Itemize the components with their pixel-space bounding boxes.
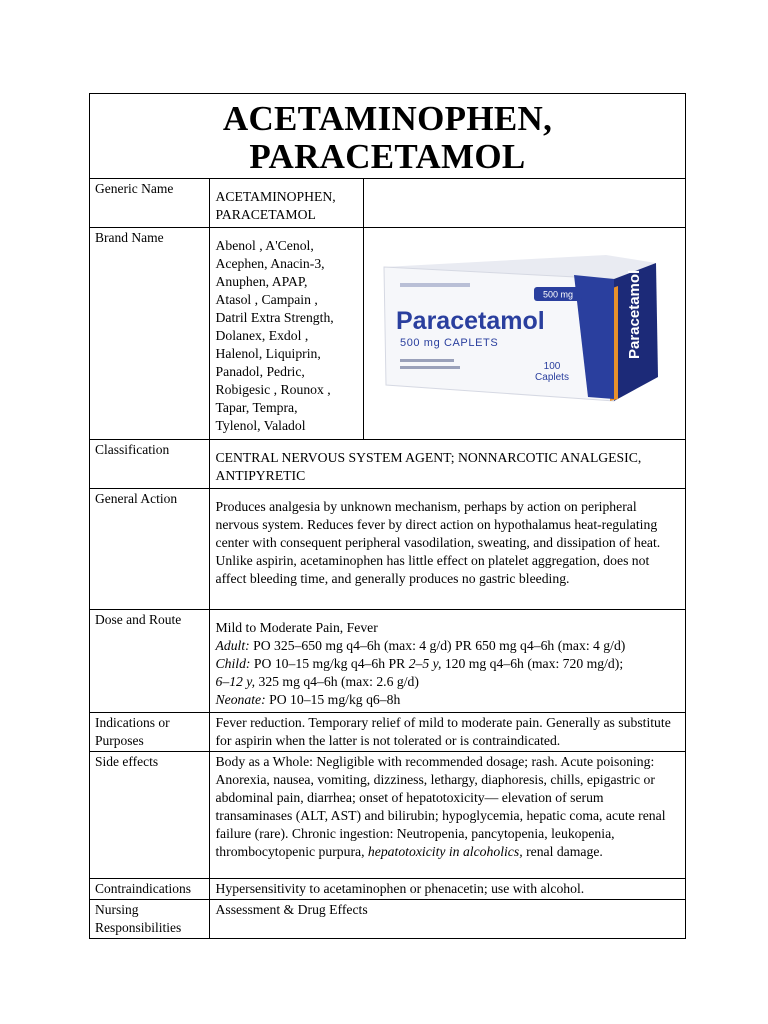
dose-child-text-3: 325 mg q4–6h (max: 2.6 g/d)	[255, 673, 419, 689]
general-action-label: General Action	[90, 488, 209, 609]
dose-neonate-label: Neonate:	[215, 691, 266, 707]
brand-name-item: Panadol, Pedric,	[215, 363, 305, 379]
side-effects-label: Side effects	[90, 751, 209, 878]
dose-child-text: PO 10–15 mg/kg q4–6h PR	[250, 655, 409, 671]
dose-child-label: Child:	[215, 655, 251, 671]
side-effects-italic: hepatotoxicity in alcoholics,	[367, 843, 523, 859]
nursing-label: Nursing Responsibilities	[90, 899, 209, 938]
title-line-2: PARACETAMOL	[249, 137, 526, 176]
row-brand-name	[90, 227, 685, 439]
side-effects-text: Body as a Whole: Negligible with recommended dosage; rash. Acute poisoning: Anorexia, nausea, vomiting, dizziness, lethargy, diaphoresis, chills, epigastric or abdominal pain, diarrhea; onset of hepatotoxicity— elevation of serum transaminases (ALT, AST) and bilirubin; hypoglycemia, hepatic coma, acute renal failure (rare). Chronic ingestion: Neutropenia, pancytopenia, leukopenia, thrombocytopenic purpura,	[215, 753, 666, 859]
brand-name-item: Datril Extra Strength,	[215, 309, 334, 325]
dose-route-label: Dose and Route	[90, 609, 209, 712]
brand-name-item: Anuphen, APAP,	[215, 273, 308, 289]
brand-name-list	[209, 227, 363, 439]
brand-name-item: Atasol , Campain ,	[215, 291, 318, 307]
generic-name-label: Generic Name	[90, 179, 209, 227]
classification-value: CENTRAL NERVOUS SYSTEM AGENT; NONNARCOTIC ANALGESIC, ANTIPYRETIC	[209, 439, 685, 488]
package-side-text: Paracetamol	[626, 269, 644, 359]
dose-child	[216, 655, 680, 673]
side-effects-end: renal damage.	[522, 843, 603, 859]
row-dose-route	[90, 609, 685, 712]
brand-name-item: Dolanex, Exdol ,	[215, 327, 309, 343]
product-image-cell	[363, 227, 685, 439]
dose-route-value	[209, 609, 685, 712]
brand-name-item: Robigesic , Rounox ,	[215, 381, 331, 397]
fine-print-line	[400, 366, 460, 369]
paracetamol-box-illustration	[374, 249, 674, 409]
row-side-effects	[90, 751, 685, 878]
brand-name-item: Acephen, Anacin-3,	[215, 255, 325, 271]
manufacturer-line	[400, 283, 470, 287]
brand-name-item: Abenol , A'Cenol,	[215, 237, 314, 253]
strength-tag-text: 500 mg	[543, 289, 574, 299]
generic-name-value	[209, 179, 363, 227]
dose-heading: Mild to Moderate Pain, Fever	[215, 619, 378, 635]
dose-adult	[216, 637, 680, 655]
contraindications-value: Hypersensitivity to acetaminophen or phenacetin; use with alcohol.	[209, 878, 685, 899]
dose-adult-label: Adult:	[215, 637, 250, 653]
general-action-value: Produces analgesia by unknown mechanism, perhaps by action on peripheral nervous system. Reduces fever by direct action on hypothalamus heat-regulating center with consequent peripheral vasodilation, sweating, and dissipation of heat. Unlike aspirin, acetaminophen has little effect on platelet aggregation, does not affect bleeding time, and generally produces no gastric bleeding.	[209, 488, 685, 609]
drug-info-table	[90, 179, 685, 938]
indications-value: Fever reduction. Temporary relief of mild to moderate pain. Generally as substitute for aspirin when the latter is not tolerated or is contraindicated.	[209, 712, 685, 751]
row-contraindications	[90, 878, 685, 899]
row-classification	[90, 439, 685, 488]
dose-child-older	[216, 673, 680, 691]
brand-name-item: Tylenol, Valadol	[215, 417, 306, 433]
side-effects-value	[209, 751, 685, 878]
contraindications-label: Contraindications	[90, 878, 209, 899]
generic-name-line-1: ACETAMINOPHEN,	[215, 189, 336, 204]
package-count: 100	[543, 360, 561, 372]
dose-neonate	[216, 691, 680, 709]
row-nursing	[90, 899, 685, 938]
dose-child-age-1: 2–5 y,	[408, 655, 442, 671]
dose-child-text-2: 120 mg q4–6h (max: 720 mg/d);	[441, 655, 624, 671]
indications-label: Indications or Purposes	[90, 712, 209, 751]
row-generic-name	[90, 179, 685, 227]
row-general-action	[90, 488, 685, 609]
package-strength: 500 mg CAPLETS	[400, 336, 499, 349]
title-line-1: ACETAMINOPHEN,	[222, 99, 553, 138]
drug-card	[89, 93, 686, 939]
paracetamol-box-image	[374, 249, 674, 409]
package-count-label: Caplets	[535, 371, 570, 383]
nursing-value: Assessment & Drug Effects	[209, 899, 685, 938]
row-indications	[90, 712, 685, 751]
fine-print-line	[400, 359, 454, 362]
dose-child-age-2: 6–12 y,	[215, 673, 256, 689]
generic-name-line-2: PARACETAMOL	[215, 207, 316, 222]
drug-title	[90, 94, 685, 179]
classification-label: Classification	[90, 439, 209, 488]
brand-name-item: Tapar, Tempra,	[215, 399, 298, 415]
dose-neonate-text: PO 10–15 mg/kg q6–8h	[265, 691, 401, 707]
generic-name-empty-cell	[363, 179, 685, 227]
brand-name-item: Halenol, Liquiprin,	[215, 345, 321, 361]
package-brand-name: Paracetamol	[396, 306, 545, 335]
dose-adult-text: PO 325–650 mg q4–6h (max: 4 g/d) PR 650 mg q4–6h (max: 4 g/d)	[249, 637, 626, 653]
brand-name-label: Brand Name	[90, 227, 209, 439]
